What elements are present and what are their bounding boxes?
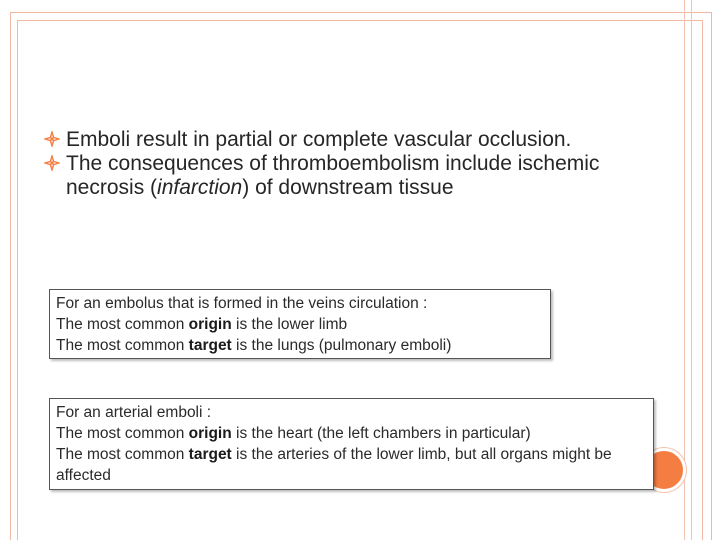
bullet-text-italic: infarction — [157, 176, 243, 199]
sparkle-bullet-icon — [44, 131, 60, 147]
bullet-list — [44, 128, 644, 200]
sparkle-bullet-icon — [44, 155, 60, 171]
venous-target-bold: target — [188, 337, 232, 354]
venous-intro: For an embolus that is formed in the veins circulation : — [56, 295, 428, 312]
venous-origin-line — [56, 314, 544, 335]
arterial-origin-pre: The most common — [56, 425, 189, 442]
arterial-origin-line — [56, 423, 647, 444]
venous-origin-pre: The most common — [56, 316, 189, 333]
arterial-target-line — [56, 444, 647, 486]
arterial-target-pre: The most common — [56, 446, 189, 463]
bullet-item-consequences — [44, 152, 644, 200]
decorative-rail — [684, 0, 692, 540]
arterial-intro: For an arterial emboli : — [56, 404, 212, 421]
arterial-target-bold: target — [188, 446, 232, 463]
venous-target-line — [56, 335, 544, 356]
venous-origin-post: is the lower limb — [231, 316, 348, 333]
bullet-item-occlusion — [44, 128, 644, 152]
arterial-target-post: is the arteries of the lower limb, but all organs might be affected — [56, 446, 612, 484]
arterial-origin-post: is the heart (the left chambers in particular) — [231, 425, 531, 442]
bullet-text-pre: The consequences of thromboembolism include ischemic necrosis ( — [66, 152, 600, 199]
venous-origin-bold: origin — [188, 316, 232, 333]
arterial-embolus-box — [49, 398, 654, 490]
bullet-text-post: ) of downstream tissue — [242, 176, 454, 199]
venous-target-pre: The most common — [56, 337, 189, 354]
venous-embolus-box — [49, 289, 551, 359]
arterial-origin-bold: origin — [188, 425, 232, 442]
venous-target-post: is the lungs (pulmonary emboli) — [231, 337, 452, 354]
bullet-text: Emboli result in partial or complete vascular occlusion. — [66, 128, 572, 151]
